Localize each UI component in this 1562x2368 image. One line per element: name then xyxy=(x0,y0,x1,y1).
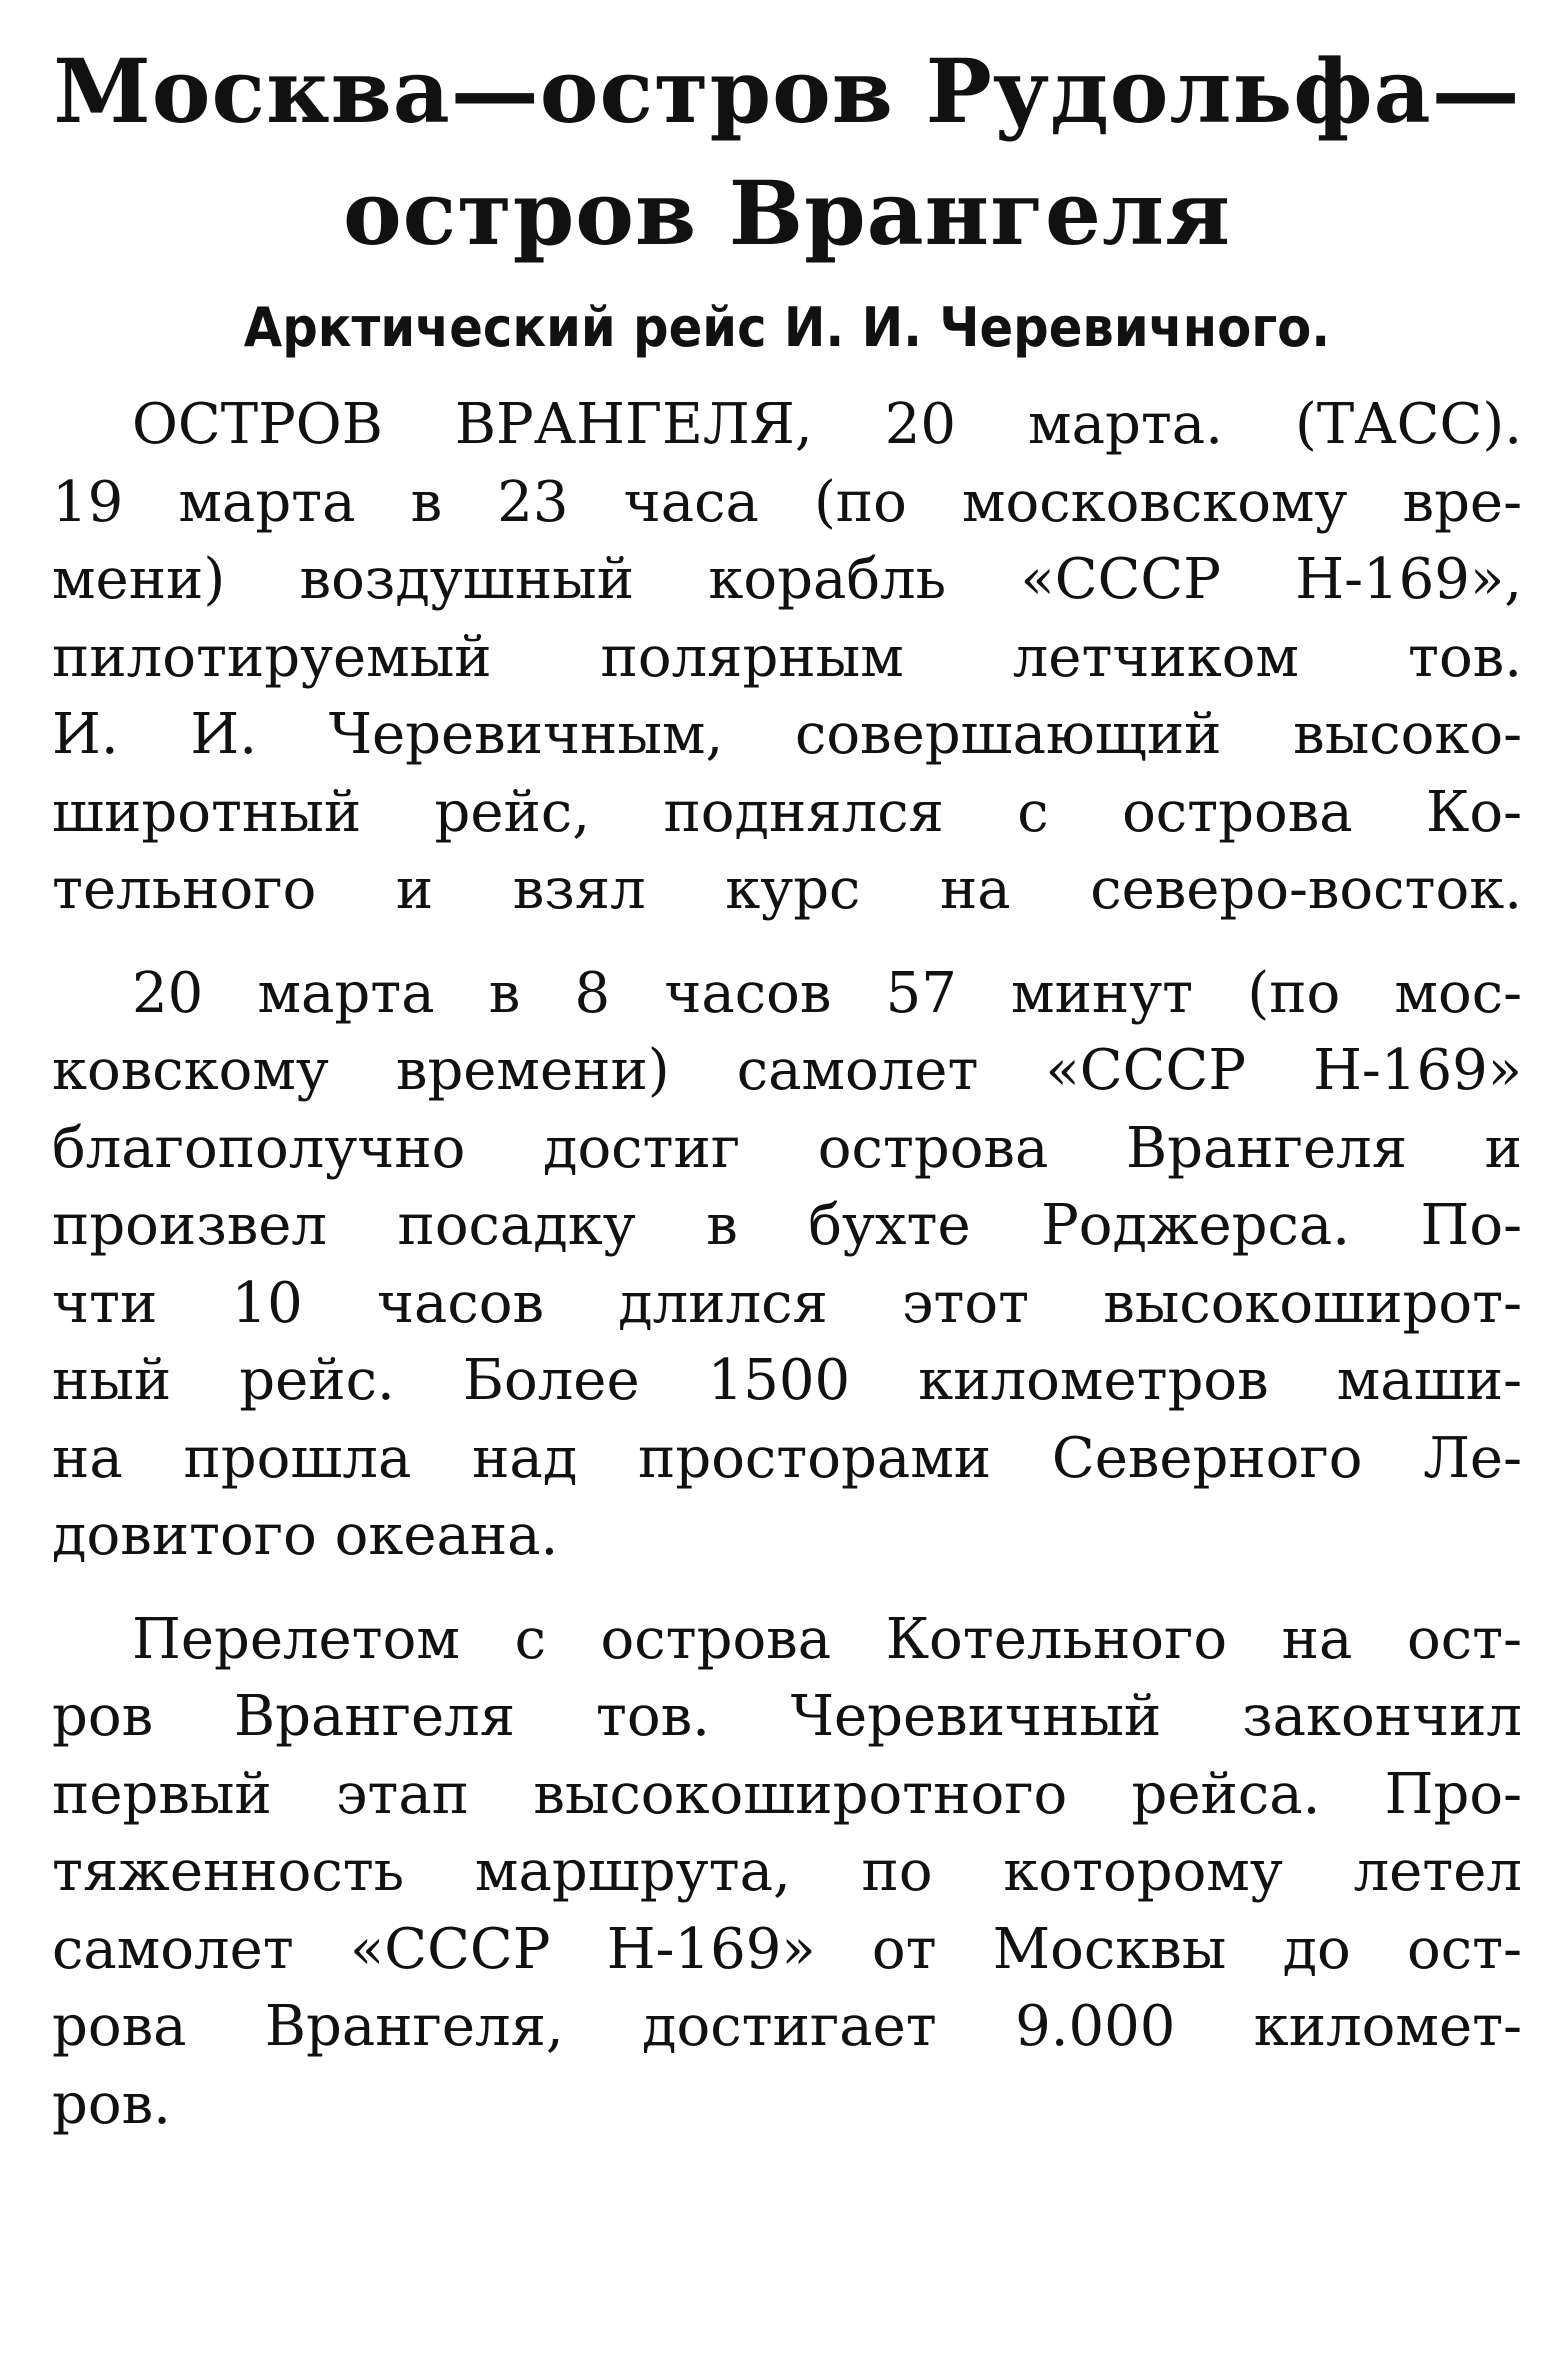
paragraph-2 xyxy=(52,955,1522,1575)
article-body xyxy=(52,386,1522,2143)
text-line: Перелетом с острова Котельного на ост- xyxy=(132,1606,1522,1672)
text-line: произвел посадку в бухте Роджерса. По- xyxy=(52,1193,1522,1258)
text-line: на прошла над просторами Северного Ле- xyxy=(52,1425,1522,1491)
article-headline xyxy=(52,30,1522,274)
text-line: благополучно достиг острова Врангеля и xyxy=(52,1115,1522,1181)
headline-line-1: Москва—остров Рудольфа— xyxy=(53,39,1521,143)
text-line: самолет «СССР Н-169» от Москвы до ост- xyxy=(52,1916,1522,1982)
text-line: чти 10 часов длился этот высокоширот- xyxy=(52,1270,1522,1336)
text-line: ров Врангеля тов. Черевичный закончил xyxy=(52,1684,1522,1749)
text-line: ров. xyxy=(52,2071,171,2137)
article-subheadline: Арктический рейс И. И. Черевичного. xyxy=(243,296,1331,359)
text-line: пилотируемый полярным летчиком тов. xyxy=(52,624,1522,690)
text-line: И. И. Черевичным, совершающий высоко- xyxy=(52,702,1522,767)
paragraph-1 xyxy=(52,386,1522,929)
text-line: ковскому времени) самолет «СССР Н-169» xyxy=(52,1038,1522,1103)
text-line: тельного и взял курс на северо-восток. xyxy=(52,857,1522,922)
text-line: ный рейс. Более 1500 километров маши- xyxy=(52,1348,1522,1413)
text-line: 19 марта в 23 часа (по московскому вре- xyxy=(52,469,1522,535)
text-line: рова Врангеля, достигает 9.000 километ- xyxy=(52,1994,1522,2059)
text-line: мени) воздушный корабль «СССР Н-169», xyxy=(52,547,1522,612)
paragraph-3 xyxy=(52,1601,1522,2144)
headline-line-2: остров Врангеля xyxy=(342,161,1232,265)
text-line: довитого океана. xyxy=(52,1503,559,1568)
text-line: тяженность маршрута, по которому летел xyxy=(52,1839,1522,1904)
text-line: широтный рейс, поднялся с острова Ко- xyxy=(52,779,1522,845)
text-line: первый этап высокоширотного рейса. Про- xyxy=(52,1761,1522,1827)
text-line: ОСТРОВ ВРАНГЕЛЯ, 20 марта. (ТАСС). xyxy=(132,392,1522,457)
text-line: 20 марта в 8 часов 57 минут (по мос- xyxy=(132,960,1522,1026)
